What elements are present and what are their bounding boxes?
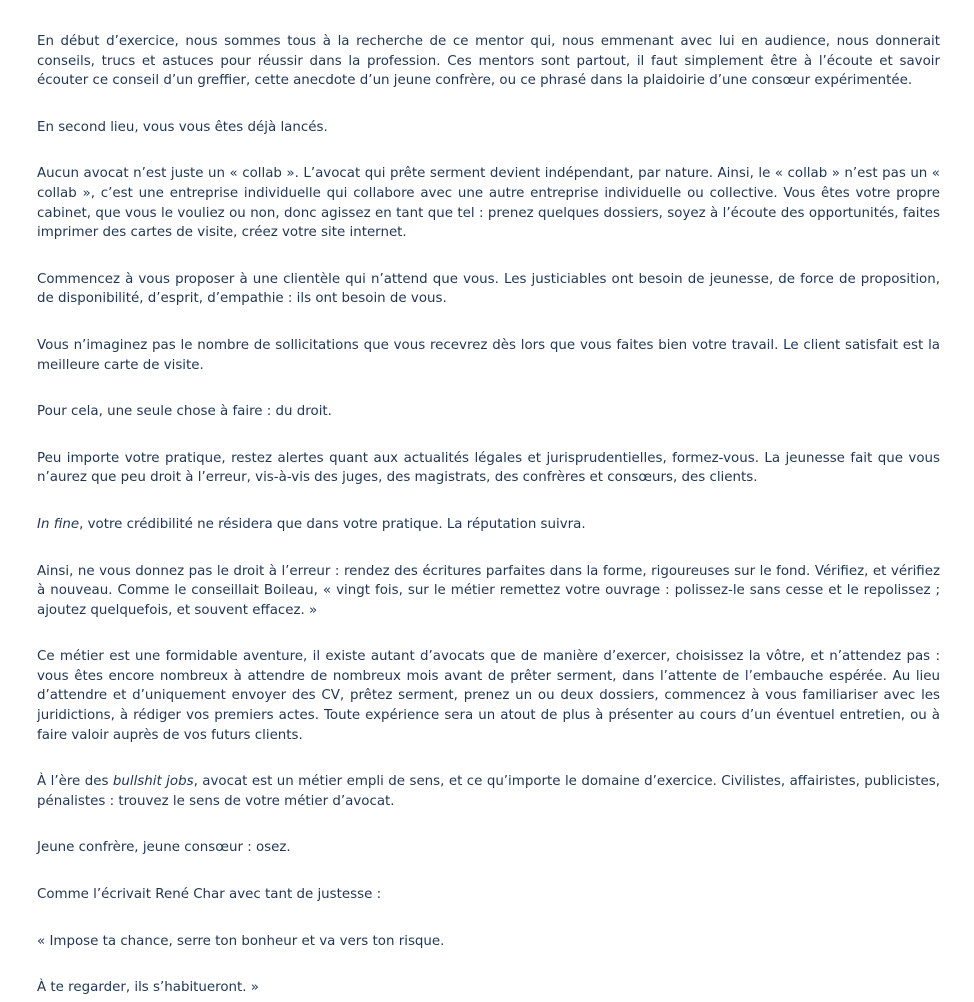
in-fine-rest: , votre crédibilité ne résidera que dans votre pratique. La réputation suivra. <box>79 516 586 532</box>
paragraph-aventure: Ce métier est une formidable aventure, il existe autant d’avocats que de manière d’exercer, choisissez la vôtre, et n’attendez pas : vous êtes encore nombreux à attendre de nombreux mois avant de prêter serment, dans l’attente de l’embauche espérée. Au lieu d’attendre et d’uniquement envoyer des CV, prêtez serment, prenez un ou deux dossiers, commencez à vous familiariser avec les juridictions, à rédiger vos premiers actes. Toute expérience sera un atout de plus à présenter au cours d’un éventuel entretien, ou à faire valoir auprès de vos futurs clients. <box>37 649 940 743</box>
paragraph-boileau: Ainsi, ne vous donnez pas le droit à l’erreur : rendez des écritures parfaites dans la forme, rigoureuses sur le fond. Vérifiez, et vérifiez à nouveau. Comme le conseillait Boileau, « vingt fois, sur le métier remettez votre ouvrage : polissez-le sans cesse et le repolissez ; ajoutez quelquefois, et souvent effacez. » <box>37 563 940 618</box>
bullshit-jobs-italic: bullshit jobs <box>112 774 194 790</box>
paragraph-collab: Aucun avocat n’est juste un « collab ». L’avocat qui prête serment devient indépendant, par nature. Ainsi, le « collab » n’est pas un « collab », c’est une entreprise individuelle qui collabore avec une autre entreprise individuelle ou collective. Vous êtes votre propre cabinet, que vous le vouliez ou non, donc agissez en tant que tel : prenez quelques dossiers, soyez à l’écoute des opportunités, faites imprimer des cartes de visite, créez votre site internet. <box>37 166 940 241</box>
paragraph-mentor: En début d’exercice, nous sommes tous à la recherche de ce mentor qui, nous emmenant avec lui en audience, nous donnerait conseils, trucs et astuces pour réussir dans la profession. Ces mentors sont partout, il faut simplement être à l’écoute et savoir écouter ce conseil d’un greffier, cette anecdote d’un jeune confrère, ou ce phrasé dans la plaidoirie d’une consœur expérimentée. <box>37 34 940 89</box>
paragraph-bullshit-jobs <box>37 772 940 811</box>
paragraph-osez: Jeune confrère, jeune consœur : osez. <box>37 840 291 856</box>
paragraph-pratique: Peu importe votre pratique, restez alertes quant aux actualités légales et jurisprudentielles, formez-vous. La jeunesse fait que vous n’aurez que peu droit à l’erreur, vis-à-vis des juges, des magistrats, des confrères et consœurs, des clients. <box>37 450 940 486</box>
paragraph-clientele: Commencez à vous proposer à une clientèle qui n’attend que vous. Les justiciables ont besoin de jeunesse, de force de proposition, de disponibilité, d’esprit, d’empathie : ils ont besoin de vous. <box>37 271 940 307</box>
bullshit-jobs-rest: , avocat est un métier empli de sens, et ce qu’importe le domaine d’exercice. Civilistes, affairistes, publicistes, pénalistes : trouvez le sens de votre métier d’avocat. <box>37 774 941 809</box>
bullshit-jobs-start: À l’ère des <box>37 774 113 790</box>
quote-line-1: « Impose ta chance, serre ton bonheur et va vers ton risque. <box>37 933 445 949</box>
quote-line-2: À te regarder, ils s’habitueront. » <box>37 980 259 996</box>
paragraph-second-lieu: En second lieu, vous vous êtes déjà lancés. <box>37 119 328 135</box>
paragraph-rene-char: Comme l’écrivait René Char avec tant de justesse : <box>37 887 382 903</box>
paragraph-sollicitations: Vous n’imaginez pas le nombre de sollicitations que vous recevrez dès lors que vous faites bien votre travail. Le client satisfait est la meilleure carte de visite. <box>37 337 940 373</box>
in-fine-italic: In fine <box>37 516 80 532</box>
paragraph-in-fine <box>37 515 940 535</box>
paragraph-du-droit: Pour cela, une seule chose à faire : du droit. <box>37 404 332 420</box>
